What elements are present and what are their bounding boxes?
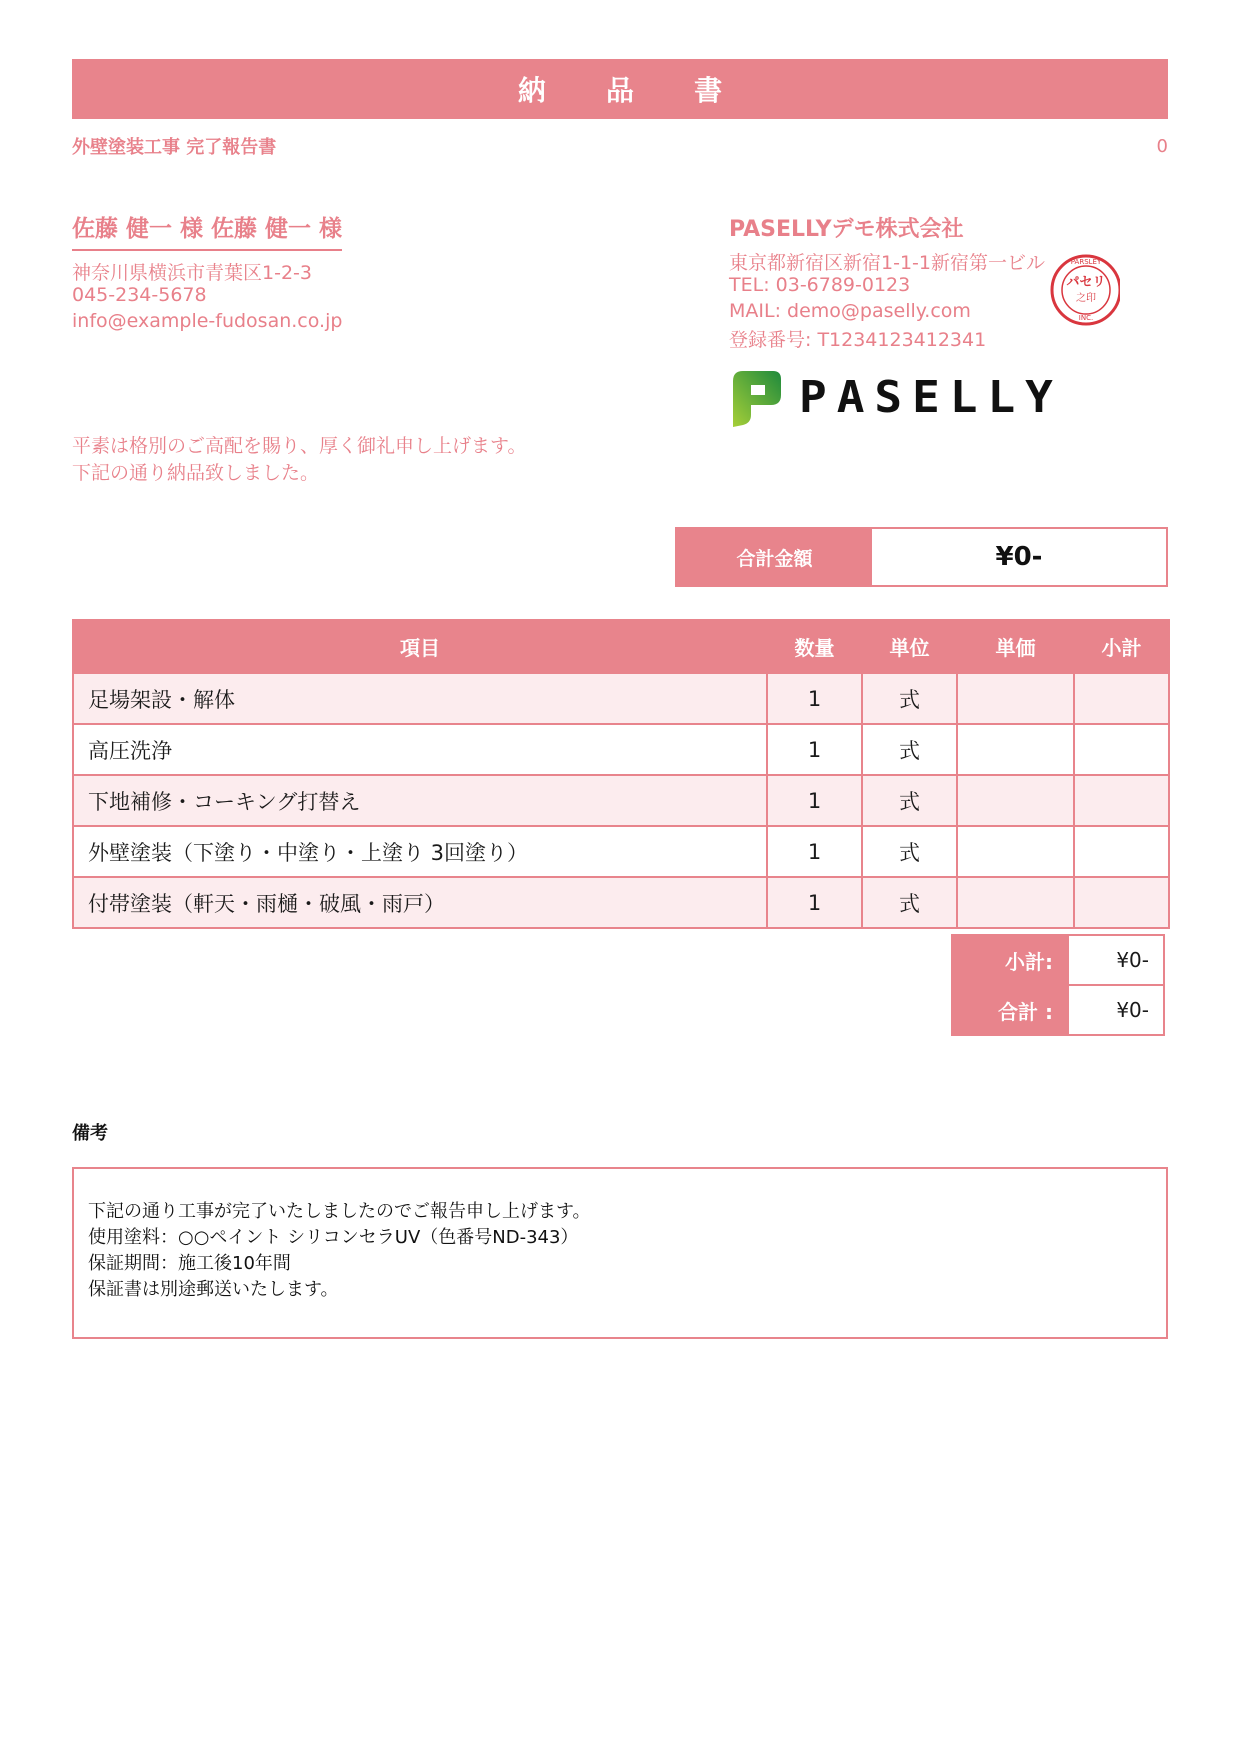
- row-qty: 1: [767, 826, 862, 877]
- header-price: 単価: [957, 620, 1074, 673]
- row-subtotal: [1074, 877, 1169, 928]
- table-row: [73, 877, 1169, 928]
- sender-registration: 登録番号: T1234123412341: [729, 329, 987, 351]
- recipient-email: info@example-fudosan.co.jp: [72, 310, 343, 332]
- row-qty: 1: [767, 673, 862, 724]
- svg-text:パセリ: パセリ: [1066, 275, 1106, 290]
- header-item: 項目: [73, 620, 767, 673]
- recipient-name: 佐藤 健一 様 佐藤 健一 様: [72, 210, 342, 251]
- document-title: 納 品 書: [72, 59, 1168, 119]
- grand-total-value: ¥0-: [995, 542, 1043, 572]
- row-subtotal: [1074, 673, 1169, 724]
- table-row: [73, 826, 1169, 877]
- sender-address: 東京都新宿区新宿1-1-1新宿第一ビル: [729, 252, 1045, 274]
- summary-total-value: ¥0-: [1068, 985, 1164, 1035]
- row-item: 高圧洗浄: [73, 724, 767, 775]
- svg-text:之印: 之印: [1076, 293, 1096, 304]
- company-logo: [729, 367, 1063, 427]
- grand-total-label: 合計金額: [677, 529, 872, 585]
- remarks-box: [72, 1167, 1168, 1339]
- remark-line: 保証期間：施工後10年間: [88, 1253, 291, 1274]
- items-table: [72, 619, 1170, 929]
- row-unit: 式: [862, 826, 957, 877]
- summary-total-row: [952, 985, 1164, 1035]
- row-item: 付帯塗装（軒天・雨樋・破風・雨戸）: [73, 877, 767, 928]
- remarks-heading: 備考: [72, 1123, 108, 1144]
- row-qty: 1: [767, 877, 862, 928]
- row-subtotal: [1074, 826, 1169, 877]
- row-price: [957, 877, 1074, 928]
- sender-tel: TEL: 03-6789-0123: [729, 274, 911, 296]
- summary-subtotal-label: 小計:: [952, 935, 1068, 985]
- table-row: [73, 724, 1169, 775]
- document-subject: 外壁塗装工事 完了報告書: [72, 137, 277, 158]
- row-qty: 1: [767, 775, 862, 826]
- summary-subtotal-value: ¥0-: [1068, 935, 1164, 985]
- row-unit: 式: [862, 877, 957, 928]
- svg-text:INC.: INC.: [1078, 314, 1094, 322]
- row-qty: 1: [767, 724, 862, 775]
- header-qty: 数量: [767, 620, 862, 673]
- paselly-leaf-icon: [729, 367, 783, 427]
- table-row: [73, 775, 1169, 826]
- greeting-line-1: 平素は格別のご高配を賜り、厚く御礼申し上げます。: [72, 435, 527, 457]
- logo-wordmark: PASELLY: [799, 371, 1063, 423]
- row-unit: 式: [862, 775, 957, 826]
- recipient-address: 神奈川県横浜市青葉区1-2-3: [72, 262, 312, 284]
- row-unit: 式: [862, 673, 957, 724]
- table-header-row: [73, 620, 1169, 673]
- recipient-phone: 045-234-5678: [72, 284, 207, 306]
- table-row: [73, 673, 1169, 724]
- row-subtotal: [1074, 724, 1169, 775]
- summary-total-label: 合計 :: [952, 985, 1068, 1035]
- company-seal-icon: [1046, 240, 1120, 344]
- remark-line: 下記の通り工事が完了いたしましたのでご報告申し上げます。: [88, 1201, 591, 1222]
- row-item: 足場架設・解体: [73, 673, 767, 724]
- sender-company: PASELLYデモ株式会社: [729, 217, 964, 242]
- header-unit: 単位: [862, 620, 957, 673]
- greeting-line-2: 下記の通り納品致しました。: [72, 462, 320, 484]
- svg-text:PARSLEY: PARSLEY: [1070, 258, 1102, 266]
- row-price: [957, 724, 1074, 775]
- document-number: 0: [1156, 136, 1168, 157]
- row-price: [957, 673, 1074, 724]
- sender-mail: MAIL: demo@paselly.com: [729, 300, 971, 322]
- summary-table: [951, 934, 1165, 1036]
- row-price: [957, 826, 1074, 877]
- row-subtotal: [1074, 775, 1169, 826]
- grand-total-box: [675, 527, 1168, 587]
- row-price: [957, 775, 1074, 826]
- remark-line: 保証書は別途郵送いたします。: [88, 1279, 339, 1300]
- row-item: 下地補修・コーキング打替え: [73, 775, 767, 826]
- header-subtotal: 小計: [1074, 620, 1169, 673]
- row-unit: 式: [862, 724, 957, 775]
- remark-line: 使用塗料：○○ペイント シリコンセラUV（色番号ND-343）: [88, 1227, 579, 1248]
- summary-subtotal-row: [952, 935, 1164, 985]
- row-item: 外壁塗装（下塗り・中塗り・上塗り 3回塗り）: [73, 826, 767, 877]
